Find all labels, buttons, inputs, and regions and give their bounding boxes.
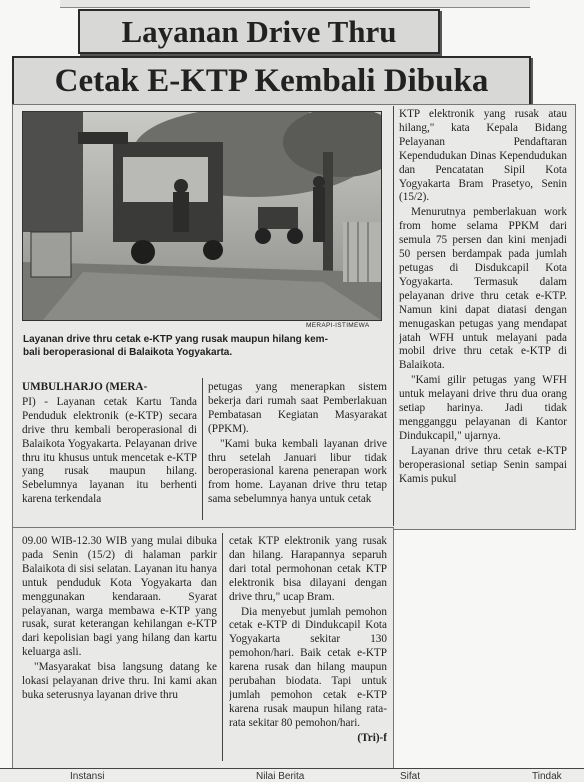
article-column-1	[22, 381, 197, 521]
column-rule-1	[202, 378, 203, 520]
article-paragraph: Menurutnya pemberlakuan work from home selama PPKM dari semula 75 persen dan kini menjadi 50 persen berdampak pada jumlah petugas di Disdukcapil Kota Yogyakarta. Termasuk dalam pelayanan drive thru cetak e-KTP. Namun kini dapat diatasi dengan menugaskan petugas yang mendapat jatah WFH untuk melayani pada mobil drive thru cetak e-KTP di Balaikota.	[399, 206, 567, 372]
top-scrap	[60, 0, 530, 8]
photo-illustration	[23, 112, 381, 320]
article-paragraph: 09.00 WIB-12.30 WIB yang mulai dibuka pada Senin (15/2) di halaman parkir Balaikota di sisi selatan. Layanan itu hanya untuk penduduk Kota Yogyakarta dan menggunakan kendaraan. Syarat pelayanan, warga membawa e-KTP yang rusak, surat keterangan kehilangan e-KTP dari kepolisian bagi yang hilang dan kartu keluarga asli.	[22, 535, 217, 659]
column-rule-2	[393, 106, 394, 526]
article-paragraph: "Kami gilir petugas yang WFH untuk melayani drive thru dua orang setiap harinya. Jadi tidak mengganggu pelayanan di Kantor Dindukcapil," ujarnya.	[399, 374, 567, 442]
article-paragraph: Dia menyebut jumlah pemohon cetak e-KTP di Dindukcapil Kota Yogyakarta sekitar 130 pemohon/hari. Baik cetak e-KTP karena rusak dan hilang maupun perubahan biodata. Tapi untuk jumlah pemohon cetak e-KTP karena rusak maupun hilang rata-rata sekitar 80 pemohon/hari.	[229, 605, 387, 729]
article-column-3	[399, 108, 567, 522]
headline-line-2	[12, 56, 531, 106]
article-column-4	[22, 535, 217, 763]
clipping-form-nilai-berita: Nilai Berita	[256, 771, 305, 782]
article-paragraph: KTP elektronik yang rusak atau hilang," kata Kepala Bidang Pelayanan Pendaftaran Kependudukan Dinas Kependudukan dan Pencatatan Sipil Kota Yogyakarta Bram Prasetyo, Senin (15/2).	[399, 108, 567, 204]
clipping-form-sifat: Sifat	[400, 771, 421, 782]
news-photo	[22, 111, 382, 321]
photo-caption-line-1: Layanan drive thru cetak e-KTP yang rusak maupun hilang kem-	[23, 334, 328, 345]
photo-credit: MERAPI-ISTIMEWA	[306, 322, 370, 329]
clipping-form-tindak: Tindak	[532, 771, 562, 782]
article-paragraph: "Kami buka kembali layanan drive thru setelah Januari libur tidak beroperasional karena penerapan work from home. Layanan drive thru tetap sama sebelumnya hanya untuk cetak	[208, 437, 387, 506]
article-paragraph: cetak KTP elektronik yang rusak dan hilang. Harapannya separuh dari total permohonan cetak KTP elektronik bisa dilayani dengan drive thru," ucap Bram.	[229, 535, 387, 603]
photo-caption	[23, 334, 383, 359]
headline-text-2: Cetak E-KTP Kembali Dibuka	[54, 63, 489, 99]
article-paragraph: Layanan drive thru cetak e-KTP beroperasional setiap Senin sampai Kamis pukul	[399, 444, 567, 485]
clipping-form-rule	[0, 768, 584, 769]
author-signoff: (Tri)-f	[357, 731, 387, 744]
article-column-2	[208, 381, 387, 521]
clipping-form-instansi: Instansi	[70, 771, 105, 782]
article-paragraph: "Masyarakat bisa langsung datang ke lokasi pelayanan drive thru. Ini kami akan buka seterusnya layanan drive thru	[22, 661, 217, 701]
dateline: UMBULHARJO (MERA-	[22, 381, 148, 393]
article-paragraph: PI) - Layanan cetak Kartu Tanda Penduduk elektronik (e-KTP) secara drive thru kembali beroperasional di Balaikota Yogyakarta. Pelayanan drive thru itu khusus untuk mencetak e-KTP yang rusak maupun hilang. Sebelumnya layanan itu berhenti karena terkendala	[22, 395, 197, 506]
article-column-5	[229, 535, 387, 763]
photo-caption-line-2: bali beroperasional di Balaikota Yogyakarta.	[23, 346, 233, 358]
headline-text-1: Layanan Drive Thru	[121, 14, 397, 49]
column-rule-3	[222, 533, 223, 761]
headline-line-1	[78, 9, 440, 54]
article-paragraph: petugas yang menerapkan sistem bekerja dari rumah saat Pemberlakuan Pembatasan Kegiatan Masyarakat (PPKM).	[208, 381, 387, 435]
